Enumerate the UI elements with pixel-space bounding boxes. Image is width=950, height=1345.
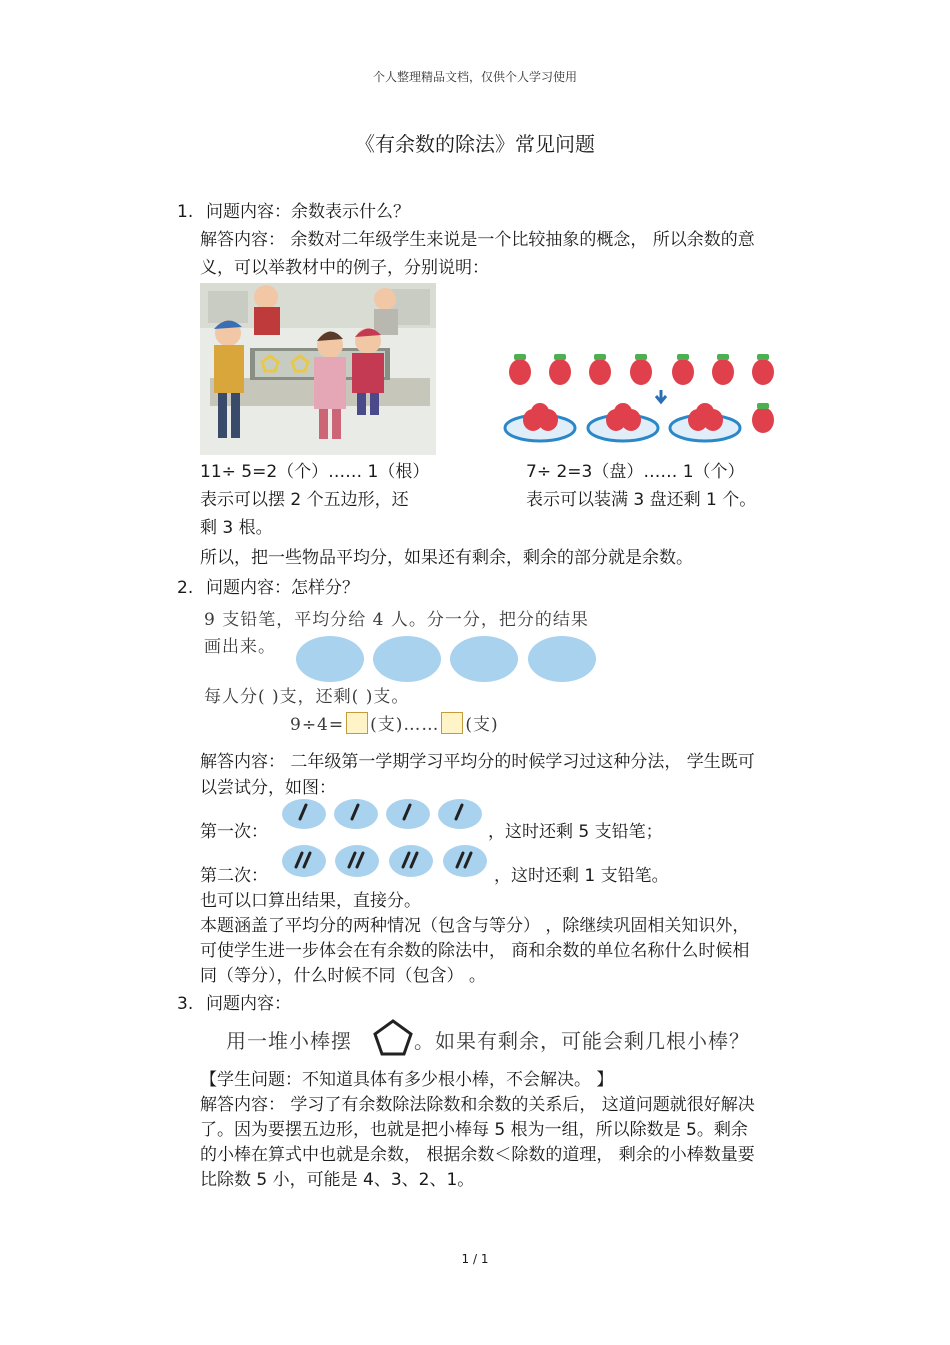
formula-mid: (支)…… [370, 715, 440, 735]
q2-division-formula [290, 710, 499, 735]
document-title: 《有余数的除法》常见问题 [355, 132, 595, 156]
quotient-box [346, 712, 368, 734]
q2-question: 问题内容：怎样分？ [206, 578, 359, 598]
classroom-illustration [200, 283, 436, 455]
remainder-box [441, 712, 463, 734]
q1-conclusion: 所以，把一些物品平均分，如果还有剩余，剩余的部分就是余数。 [200, 548, 693, 568]
q2-summary-line2: 可使学生进一步体会在有余数的除法中， 商和余数的单位名称什么时候相 [200, 941, 750, 961]
empty-oval-2 [373, 636, 441, 682]
empty-oval-3 [450, 636, 518, 682]
q2-exercise-line1: 9 支铅笔，平均分给 4 人。分一分，把分的结果 [204, 610, 589, 630]
pentagon-icon [372, 1018, 414, 1058]
q2-summary-line1: 本题涵盖了平均分的两种情况（包含与等分） ，除继续巩固相关知识外， [200, 916, 750, 936]
page-number: 1 / 1 [461, 1252, 489, 1266]
q3-answer-line4: 比除数 5 小，可能是 4、3、2、1。 [200, 1170, 475, 1190]
q2-answer-line2: 以尝试分，如图： [200, 778, 336, 798]
header-note: 个人整理精品文档，仅供个人学习使用 [372, 70, 577, 84]
q1-left-desc1: 表示可以摆 2 个五边形，还 [200, 490, 409, 510]
q2-summary-line3: 同（等分），什么时候不同（包含） 。 [200, 966, 486, 986]
q3-student-issue: 【学生问题：不知道具体有多少根小棒，不会解决。 】 [200, 1070, 614, 1090]
q2-exercise-line2: 画出来。 [204, 637, 276, 657]
q2-second-label: 第二次： [200, 866, 268, 886]
q2-mental-note: 也可以口算出结果，直接分。 [200, 891, 421, 911]
q1-right-desc: 表示可以装满 3 盘还剩 1 个。 [526, 490, 757, 510]
q3-exercise-left: 用一堆小棒摆 [226, 1029, 352, 1053]
q1-right-equation: 7÷ 2=3（盘）…… 1（个） [526, 462, 745, 482]
q2-answer-line1: 解答内容： 二年级第一学期学习平均分的时候学习过这种分法， 学生既可 [200, 752, 755, 772]
q2-first-label: 第一次： [200, 822, 268, 842]
empty-oval-4 [528, 636, 596, 682]
q2-first-result: ，这时还剩 5 支铅笔； [488, 822, 663, 842]
q2-number: 2. [177, 578, 194, 598]
q3-answer-line3: 的小棒在算式中也就是余数， 根据余数＜除数的道理， 剩余的小棒数量要 [200, 1145, 755, 1165]
q3-number: 3. [177, 994, 194, 1014]
formula-left: 9÷4= [290, 715, 345, 735]
formula-right: (支) [465, 715, 499, 735]
q1-answer-line1: 解答内容： 余数对二年级学生来说是一个比较抽象的概念， 所以余数的意 [200, 230, 755, 250]
empty-oval-1 [296, 636, 364, 682]
q3-answer-line2: 了。因为要摆五边形，也就是把小棒每 5 根为一组，所以除数是 5。剩余 [200, 1120, 748, 1140]
q1-left-equation: 11÷ 5=2（个）…… 1（根） [200, 462, 430, 482]
q2-second-result: ，这时还剩 1 支铅笔。 [494, 866, 669, 886]
q1-left-desc2: 剩 3 根。 [200, 518, 273, 538]
q3-answer-line1: 解答内容： 学习了有余数除法除数和余数的关系后， 这道问题就很好解决 [200, 1095, 755, 1115]
q1-number: 1. [177, 202, 194, 222]
second-division-ovals [282, 843, 490, 879]
q2-exercise-line3: 每人分( )支，还剩( )支。 [204, 687, 410, 707]
strawberries-illustration [503, 350, 785, 446]
first-division-ovals [282, 797, 484, 831]
q3-exercise-right: 。如果有剩余，可能会剩几根小棒？ [414, 1029, 750, 1053]
q1-answer-line2: 义，可以举教材中的例子，分别说明： [200, 258, 489, 278]
q1-question: 问题内容：余数表示什么？ [206, 202, 410, 222]
q3-question: 问题内容： [206, 994, 291, 1014]
